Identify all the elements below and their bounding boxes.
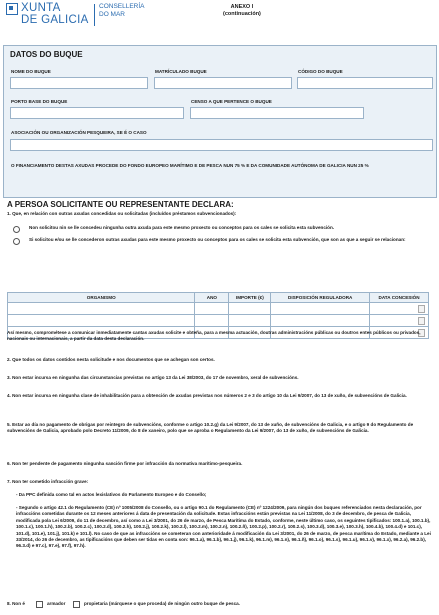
page-header bbox=[0, 0, 439, 40]
declaration-item-6: 6. Non ter pendente de pagamento ningunha sanción firme por infracción da normativa marítimo-pesqueira. bbox=[7, 461, 243, 466]
organismo-cell[interactable] bbox=[8, 315, 195, 327]
vessel-data-section bbox=[3, 45, 437, 198]
vessel-registration-label: MATRÍCULADO BUQUE bbox=[155, 69, 207, 74]
shipowner-checkbox[interactable] bbox=[36, 601, 43, 608]
declaration-item-8-prefix: 8. Non é bbox=[7, 601, 25, 606]
declaration-item-3: 3. Non estar incursa en ningunha das circunstancias previstas no artigo 13 da Lei 38/2003, do 17 de novembro, xeral de subvencións. bbox=[7, 375, 299, 380]
declaration-title: A PERSOA SOLICITANTE OU REPRESENTANTE DECLARA: bbox=[7, 200, 234, 209]
col-disposicion: DISPOSICIÓN REGULADORA bbox=[271, 293, 370, 303]
organismo-cell[interactable] bbox=[8, 303, 195, 315]
data-concesion-cell[interactable] bbox=[370, 315, 429, 327]
disposicion-cell[interactable] bbox=[271, 303, 370, 315]
ano-cell[interactable] bbox=[195, 303, 229, 315]
declaration-item-4: 4. Non estar incursa en ningunha clase de inhabilitación para a obtención de axudas previstas nos números 2 e 3 do artigo 10 da Lei 9/2007, do 13 de xuño, de subvencións de Galicia. bbox=[7, 393, 407, 398]
xunta-logo-icon bbox=[6, 3, 18, 15]
declaration-item-7b: - Segundo o artigo 42.1 do Regulamento (CE) nº 1005/2008 do Consello, ou o artigo 90.1 do Regulamento (CE) nº 1224/2009, para ningún dos buques referenciados nesta declaración, por infraccións cometidas durante os 12 meses anteriores á data de presentación da solicitude. Estas infraccións están previstas na Lei 11/2008, do 3 de decembro, de pesca de Galicia, modificada pola Lei 6/2009, do 11 de decembro, así como a Lei 3/2001, do 26 de marzo, de Pesca Marítima do Estado, conforme, neste último caso, os seguintes tipificados: 100.1.a), 100.1.b), 100.1.c), 100.1.h), 100.2.b), 100.2.c), 100.2.d), 100.2.h), 100.2.j), 100.2.k), 100.2.l), 100.2.m), 100.2.n), 100.2.ñ), 100.2.p), 100.2.r), 100.2.s), 100.3.d), 100.3.e), 100.3.h), 100.4.b), 100.4.d) e 101.c), 101.d), 101.e), 101.j), 101.k) e 101.l). No caso de que as infraccións se cometeran con anterioridade á modificación da Lei 3/2001, do 26 de marzo, de pesca marítima do Estado, mediante a Lei 33/2014, do 26 de decembro, as tipificacións que deben ser tidas en conta son: 96.1.a), 96.1.b), 96.1.j), 96.1.k), 96.1.m), 96.1.n), 96.1.ñ), 96.1.o), 96.1.s), 96.1.u), 96.1.v), 96.1.x), 96.2.a), 96.2.b), 96.3.d) e 97.c), 97.e), 97.f), 97.h). bbox=[16, 505, 431, 549]
owner-label: propietaria (márquese o que proceda) de ningún outro buque de pesca. bbox=[84, 601, 240, 606]
logo-divider bbox=[94, 4, 95, 26]
table-row bbox=[8, 303, 429, 315]
funding-note: O FINANCIAMENTO DESTAS AXUDAS PROCEDE DO FONDO EUROPEO MARÍTIMO E DE PESCA NUN 75 % E DA COMUNIDADE AUTÓNOMA DE GALICIA NUN 25 % bbox=[11, 163, 369, 168]
declaration-item-2: 2. Que todos os datos contidos nesta solicitude e nos documentos que se achegan son certos. bbox=[7, 357, 215, 362]
col-importe: IMPORTE (€) bbox=[229, 293, 271, 303]
option-other-aid-label: Si solicitou e/ou se lle concederon outras axudas para este mesmo proxecto ou conceptos para os cales se solicita esta subvención, que son as que a seguir se relacionan: bbox=[29, 237, 406, 242]
owner-checkbox[interactable] bbox=[73, 601, 80, 608]
vessel-registration-field[interactable] bbox=[154, 77, 292, 89]
section-title: DATOS DO BUQUE bbox=[10, 50, 83, 59]
vessel-name-field[interactable] bbox=[10, 77, 148, 89]
aid-table-header bbox=[8, 293, 429, 303]
importe-cell[interactable] bbox=[229, 303, 271, 315]
option-no-aid-label: Non solicitou nin se lle concedeu ningunha outra axuda para este mesmo proxecto ou conceptos para os cales se solicita esta subvención. bbox=[29, 225, 335, 230]
disposicion-cell[interactable] bbox=[271, 315, 370, 327]
option-other-aid-radio[interactable] bbox=[13, 238, 20, 245]
importe-cell[interactable] bbox=[229, 315, 271, 327]
date-picker-icon[interactable] bbox=[418, 317, 425, 325]
census-label: CENSO A QUE PERTENCE O BUQUE bbox=[191, 99, 272, 104]
option-no-aid-radio[interactable] bbox=[13, 226, 20, 233]
home-port-label: PORTO BASE DO BUQUE bbox=[11, 99, 68, 104]
declaration-item-7: 7. Non ter cometido infracción grave: bbox=[7, 479, 89, 484]
vessel-name-label: NOME DO BUQUE bbox=[11, 69, 51, 74]
association-field[interactable] bbox=[10, 139, 433, 151]
org-name: XUNTA DE GALICIA bbox=[21, 2, 89, 26]
date-picker-icon[interactable] bbox=[418, 305, 425, 313]
declaration-item-7a: - Da PPC definida como tal en actos lexislativos do Parlamento Europeo e do Consello; bbox=[16, 492, 207, 497]
association-label: ASOCIACIÓN OU ORGANIZACIÓN PESQUEIRA, SE É O CASO bbox=[11, 130, 147, 135]
census-field[interactable] bbox=[190, 107, 364, 119]
commitment-text: Así mesmo, comprométese a comunicar inmediatamente cantas axudas solicite e obteña, para a mesma actuación, doutras administracións públicas ou doutros entes públicos ou privados, nacionais ou internacionais, a partir da data desta declaración. bbox=[7, 330, 421, 342]
annex-subtitle: (continuación) bbox=[223, 11, 261, 17]
col-ano: ANO bbox=[195, 293, 229, 303]
declaration-item-5: 5. Estar ao día no pagamento de obrigas por reintegro de subvencións, conforme o artigo 10.2.g) da Lei 9/2007, do 13 de xuño, de subvencións de Galicia, e o artigo 9 do Regulamento de subvencións de Galicia, aprobado polo Decreto 11/2009, do 8 de xaneiro, polo que se aproba o Regulamento da Lei 9/2007, do 13 de xuño, de subvencións de Galicia. bbox=[7, 422, 414, 434]
shipowner-label: armador bbox=[47, 601, 66, 606]
declaration-item-1: 1. Que, en relación con outras axudas concedidas ou solicitadas (incluídos préstamos subvencionados): bbox=[7, 211, 237, 216]
vessel-code-label: CÓDIGO DO BUQUE bbox=[298, 69, 343, 74]
col-organismo: ORGANISMO bbox=[8, 293, 195, 303]
ano-cell[interactable] bbox=[195, 315, 229, 327]
annex-title: ANEXO I bbox=[230, 4, 254, 10]
home-port-field[interactable] bbox=[10, 107, 184, 119]
vessel-code-field[interactable] bbox=[297, 77, 433, 89]
data-concesion-cell[interactable] bbox=[370, 303, 429, 315]
dept-name: CONSELLERÍA DO MAR bbox=[99, 3, 145, 18]
table-row bbox=[8, 315, 429, 327]
col-data-concesion: DATA CONCESIÓN bbox=[370, 293, 429, 303]
annex-heading bbox=[223, 4, 261, 18]
